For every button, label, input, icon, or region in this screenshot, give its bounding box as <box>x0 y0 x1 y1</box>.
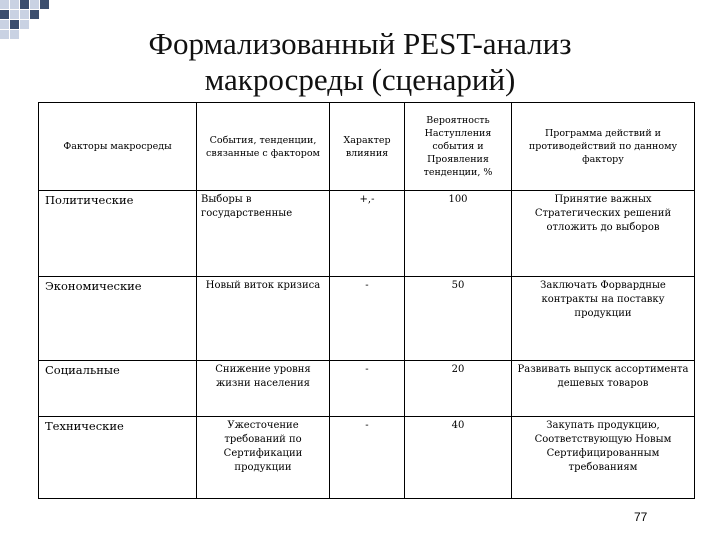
corner-decoration-squares <box>0 0 60 40</box>
program-cell: Развивать выпуск ассортимента дешевых товаров <box>512 361 695 417</box>
probability-cell: 100 <box>405 191 512 277</box>
event-cell: Снижение уровня жизни населения <box>197 361 330 417</box>
event-cell: Выборы в государственные <box>197 191 330 277</box>
header-program: Программа действий и противодействий по данному фактору <box>512 103 695 191</box>
probability-cell: 50 <box>405 277 512 361</box>
program-cell: Закупать продукцию, Соответствующую Новым Сертифицированным требованиям <box>512 417 695 499</box>
header-probability: Вероятность Наступления события и Проявления тенденции, % <box>405 103 512 191</box>
title-line-2: макросреды (сценарий) <box>204 62 516 97</box>
impact-cell: +,- <box>330 191 405 277</box>
event-cell: Ужесточение требований по Сертификации продукции <box>197 417 330 499</box>
program-cell: Принятие важных Стратегических решений отложить до выборов <box>512 191 695 277</box>
probability-cell: 20 <box>405 361 512 417</box>
header-factors: Факторы макросреды <box>39 103 197 191</box>
impact-cell: - <box>330 417 405 499</box>
title-line-1: Формализованный PEST-анализ <box>148 26 572 61</box>
table-header-row <box>39 103 695 191</box>
header-impact: Характер влияния <box>330 103 405 191</box>
table-row <box>39 361 695 417</box>
factor-cell: Экономические <box>39 277 197 361</box>
impact-cell: - <box>330 277 405 361</box>
table-row <box>39 277 695 361</box>
probability-cell: 40 <box>405 417 512 499</box>
program-cell: Заключать Форвардные контракты на поставку продукции <box>512 277 695 361</box>
header-events: События, тенденции, связанные с фактором <box>197 103 330 191</box>
slide-title <box>100 26 620 98</box>
page-number: 77 <box>634 510 648 524</box>
table-row <box>39 191 695 277</box>
factor-cell: Социальные <box>39 361 197 417</box>
event-cell: Новый виток кризиса <box>197 277 330 361</box>
table-row <box>39 417 695 499</box>
factor-cell: Технические <box>39 417 197 499</box>
pest-table <box>38 102 695 499</box>
factor-cell: Политические <box>39 191 197 277</box>
impact-cell: - <box>330 361 405 417</box>
